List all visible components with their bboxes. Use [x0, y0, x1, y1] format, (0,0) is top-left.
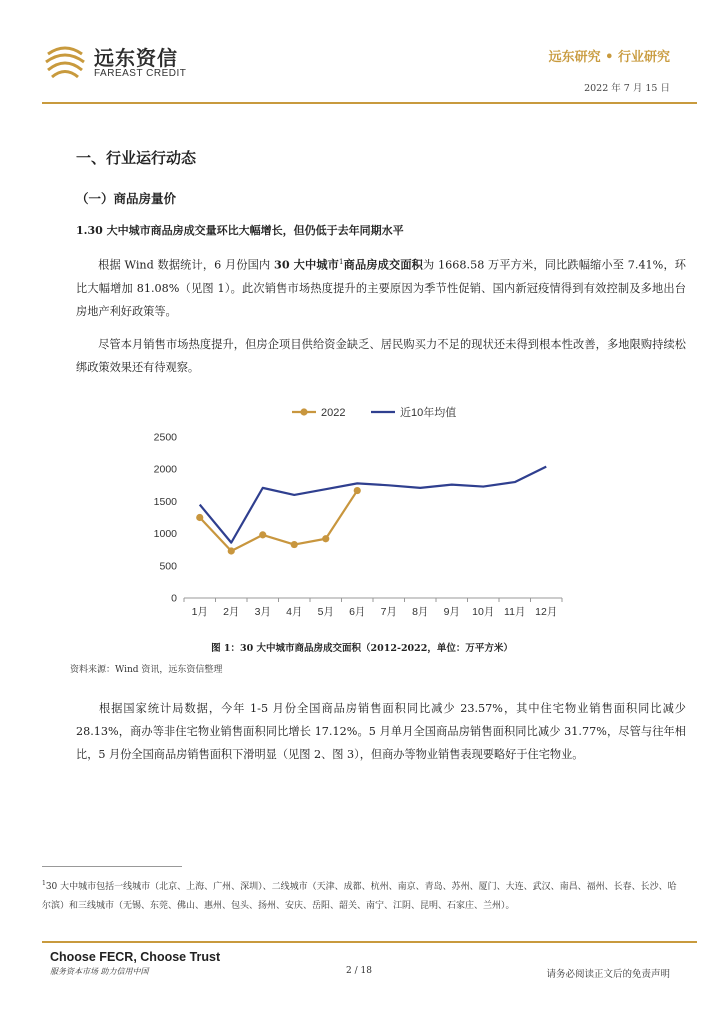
chart-legend: [292, 405, 456, 419]
legend-marker-0: [300, 408, 307, 415]
y-tick-label-5: 2500: [153, 431, 177, 444]
paragraph-1: [76, 251, 686, 323]
line-chart: [140, 400, 580, 625]
paragraph-3: [76, 697, 686, 766]
footer-divider: [42, 941, 697, 943]
x-tick-label-1: 2月: [223, 606, 240, 618]
y-tick-label-2: 1000: [153, 528, 177, 541]
x-tick-label-9: 10月: [472, 606, 495, 618]
subsection-heading: （一）商品房量价: [76, 191, 177, 206]
company-logo: [42, 40, 192, 84]
page-number: 2 / 18: [346, 966, 372, 976]
y-tick-label-1: 500: [159, 560, 177, 573]
p1-text-a: 根据 Wind 数据统计，6 月份国内: [98, 258, 275, 272]
report-category: 远东研究 • 行业研究: [548, 50, 670, 65]
p2-text: 尽管本月销售市场热度提升，但房企项目供给资金缺乏、居民购买力不足的现状还未得到根本性改善，多地限购持续松绑政策效果还有待观察。: [76, 338, 686, 374]
figure-source: 资料来源：Wind 资讯，远东资信整理: [70, 665, 223, 675]
series-point-0-3: [291, 541, 298, 548]
footer-slogan: Choose FECR, Choose Trust: [50, 950, 221, 964]
footnote-number: 1: [42, 880, 46, 887]
logo-english-name: FAREAST CREDIT: [94, 68, 187, 79]
figure-caption: 图 1：30 大中城市商品房成交面积（2012-2022，单位：万平方米）: [211, 643, 513, 654]
footnote-ref[interactable]: 1: [339, 258, 344, 266]
series-point-0-4: [322, 535, 329, 542]
p1-bold-area: 商品房成交面积: [343, 257, 423, 272]
chart-axes: [154, 432, 562, 619]
x-tick-label-6: 7月: [380, 606, 397, 618]
series-point-0-0: [196, 514, 203, 521]
series-point-0-1: [228, 547, 235, 554]
x-tick-label-0: 1月: [191, 606, 208, 618]
x-tick-label-2: 3月: [254, 606, 271, 618]
footnote-text: 30 大中城市包括一线城市（北京、上海、广州、深圳）、二线城市（天津、成都、杭州、南京、青岛、苏州、厦门、大连、武汉、南昌、福州、长春、长沙、哈尔滨）和三线城市（无锡、东莞、佛山、惠州、包头、扬州、安庆、岳阳、韶关、南宁、江阴、昆明、石家庄、兰州）。: [42, 882, 677, 911]
x-tick-label-4: 5月: [317, 606, 334, 618]
logo-chinese-name: 远东资信: [94, 46, 178, 70]
p1-text-d: 为 1668.58 万平方米，同比跌幅缩小至 7.41%，环比大幅增加 81.08%（见图 1）。此次销售市场热度提升的主要原因为季节性促销、国内新冠疫情得到有效控制及多地出台房地产利好政策等。: [76, 258, 686, 318]
topic-heading: 1.30 大中城市商品房成交量环比大幅增长，但仍低于去年同期水平: [76, 224, 404, 237]
x-tick-label-10: 11月: [504, 606, 526, 618]
section-heading: 一、行业运行动态: [76, 149, 197, 167]
x-tick-label-11: 12月: [535, 606, 558, 618]
x-tick-label-7: 8月: [412, 606, 429, 618]
legend-label-0: 2022: [321, 407, 346, 419]
series-point-0-5: [354, 487, 361, 494]
footer-subslogan: 服务资本市场 助力信用中国: [50, 967, 149, 976]
paragraph-2: [76, 333, 686, 379]
report-date: 2022 年 7 月 15 日: [584, 83, 670, 94]
x-tick-label-8: 9月: [443, 606, 460, 618]
x-tick-label-5: 6月: [349, 606, 366, 618]
disclaimer-note: 请务必阅读正文后的免责声明: [546, 969, 670, 980]
footnote-divider: [42, 866, 182, 867]
y-tick-label-4: 2000: [153, 463, 177, 476]
legend-label-1: 近10年均值: [400, 407, 457, 419]
p3-text: 根据国家统计局数据，今年 1-5 月份全国商品房销售面积同比减少 23.57%，其中住宅物业销售面积同比减少 28.13%，商办等非住宅物业销售面积同比增长 17.12%。5 月单月全国商品房销售面积同比减少 31.77%，尽管与往年相比，5 月份全国商品房销售面积下滑明显（见图 2、图 3），但商办等物业销售表现要略好于住宅物业。: [76, 702, 686, 761]
series-line-0: [200, 491, 358, 551]
y-tick-label-0: 0: [171, 592, 177, 605]
y-tick-label-3: 1500: [153, 495, 177, 508]
x-tick-label-3: 4月: [286, 606, 303, 618]
series-point-0-2: [259, 531, 266, 538]
chart-series: [196, 467, 546, 555]
fareast-logo-icon: [42, 40, 88, 84]
header-divider: [42, 102, 697, 104]
footnote: [42, 874, 682, 916]
series-line-1: [200, 467, 547, 543]
p1-bold-city: 30 大中城市: [274, 257, 340, 272]
